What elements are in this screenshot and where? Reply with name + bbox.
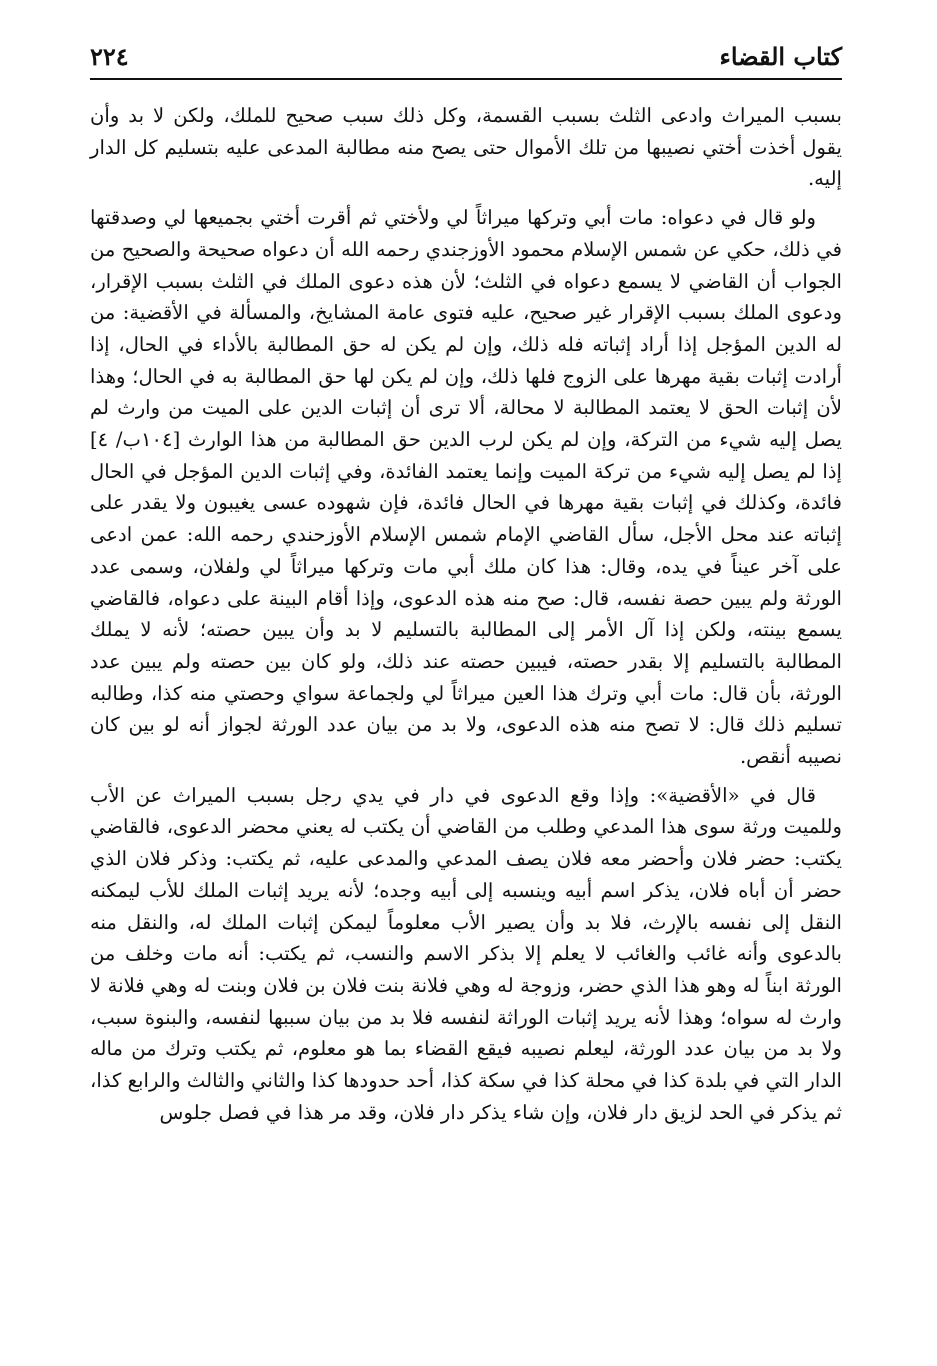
page-number: ٢٢٤ — [90, 42, 129, 71]
book-page — [90, 38, 842, 1338]
book-title: كتاب القضاء — [719, 42, 842, 71]
running-header — [90, 38, 842, 80]
paragraph: قال في «الأقضية»: وإذا وقع الدعوى في دار في يدي رجل بسبب الميراث عن الأب وللميت ورثة سوى هذا المدعي وطلب من القاضي أن يكتب له يعني محضر الدعوى، فالقاضي يكتب: حضر فلان وأحضر معه فلان يصف المدعي والمدعى عليه، ثم يكتب: وذكر فلان الذي حضر أن أباه فلان، يذكر اسم أبيه وينسبه إلى أبيه وجده؛ لأنه يريد إثبات الملك للأب ليمكنه النقل إلى نفسه بالإرث، فلا بد وأن يصير الأب معلوماً ليمكن إثبات الملك له، والنقل منه بالدعوى وأنه غائب والغائب لا يعلم إلا بذكر الاسم والنسب، ثم يكتب: أنه مات وخلف من الورثة ابناً له وهو هذا الذي حضر، وزوجة له وهي فلانة بنت فلان بن فلان وبنت له وهي فلانة لا وارث له سواه؛ وهذا لأنه يريد إثبات الوراثة لنفسه فلا بد من بيان سببها لنفسه، والبنوة سبب، ولا بد من بيان عدد الورثة، ليعلم نصيبه فيقع القضاء بما هو معلوم، ثم يكتب وترك من ماله الدار التي في بلدة كذا في محلة كذا في سكة كذا، أحد حدودها كذا والثاني والثالث والرابع كذا، ثم يذكر في الحد لزيق دار فلان، وإن شاء يذكر دار فلان، وقد مر هذا في فصل جلوس — [90, 783, 842, 1124]
paragraph: ولو قال في دعواه: مات أبي وتركها ميراثاً لي ولأختي ثم أقرت أختي بجميعها لي وصدقتها في ذلك، حكي عن شمس الإسلام محمود الأوزجندي رحمه الله أن دعواه صحيحة والصحيح من الجواب أن القاضي لا يسمع دعواه في الثلث؛ لأن هذه دعوى الملك في الثلث بسبب الإقرار، ودعوى الملك بسبب الإقرار غير صحيح، عليه فتوى عامة المشايخ، والمسألة في الأقضية: من له الدين المؤجل إذا أراد إثباته فله ذلك، وإن لم يكن له حق المطالبة بالأداء في الحال، إذا أرادت إثبات بقية مهرها على الزوج فلها ذلك، وإن لم يكن لها حق المطالبة به في الحال؛ وهذا لأن إثبات الحق لا يعتمد المطالبة لا محالة، ألا ترى أن إثبات الدين على الميت من وارث لم يصل إليه شيء من التركة، وإن لم يكن لرب الدين حق المطالبة من هذا الوارث [١٠٤ب/ ٤] إذا لم يصل إليه شيء من تركة الميت وإنما يعتمد الفائدة، وفي إثبات الدين المؤجل في الحال فائدة، وكذلك في إثبات بقية مهرها في الحال فائدة، فإن شهوده عسى يغيبون ولا يقدر على إثباته عند محل الأجل، سأل القاضي الإمام شمس الإسلام الأوزحندي رحمه الله: عمن ادعى على آخر عيناً في يده، وقال: هذا كان ملك أبي مات وتركها ميراثاً لي ولفلان، وسمى عدد الورثة ولم يبين حصة نفسه، قال: صح منه هذه الدعوى، وإذا أقام البينة على دعواه، فالقاضي يسمع بينته، ولكن إذا آل الأمر إلى المطالبة بالتسليم لا بد وأن يبين حصته؛ لأنه لا يملك المطالبة بالتسليم إلا بقدر حصته، فيبين حصته عند ذلك، ولو كان بين حصته ولم يبين عدد الورثة، بأن قال: مات أبي وترك هذا العين ميراثاً لي ولجماعة سواي وحصتي منه كذا، وطالبه تسليم ذلك قال: لا تصح منه هذه الدعوى، ولا بد من بيان عدد الورثة لجواز أنه لو بين كان نصيبه أنقص. — [90, 206, 842, 769]
body-text — [90, 100, 842, 1129]
paragraph: بسبب الميراث وادعى الثلث بسبب القسمة، وكل ذلك سبب صحيح للملك، ولكن لا بد وأن يقول أخذت أختي نصيبها من تلك الأموال حتى يصح منه مطالبة المدعى عليه بتسليم كل الدار إليه. — [90, 104, 842, 191]
